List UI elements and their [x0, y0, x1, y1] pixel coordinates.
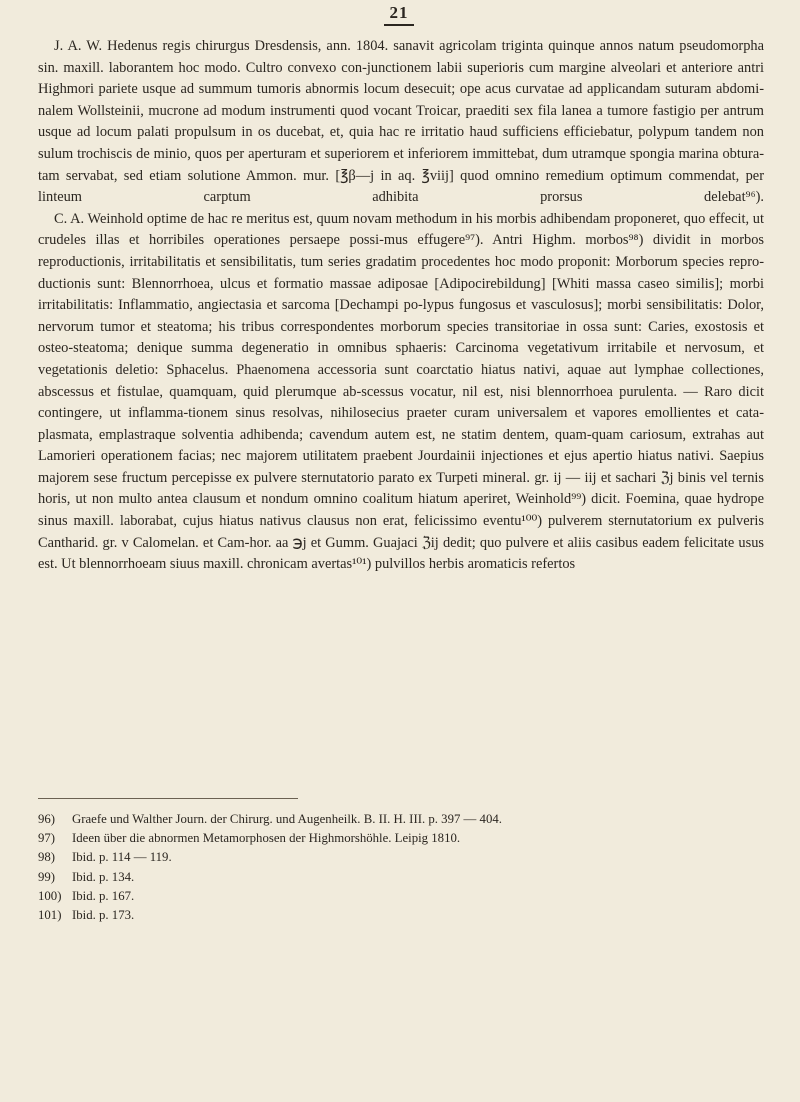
- body-text: [38, 36, 764, 576]
- paragraph-hedenus: J. A. W. Hedenus regis chirurgus Dresdensis, ann. 1804. sanavit agricolam triginta quinque annos natum pseudomorpha sin. maxill. laborantem hoc modo. Cultro convexo con-junctionem labii superioris cum margine alveolari et anteriore antri Highmori pariete usque ad summum tumoris abnormis locum desecuit; ope acus curvatae ad applicandam suturam abdomi-nalem Wollsteinii, mucrone ad modum instrumenti quod vocant Troicar, praediti sex fila lanea a tumore fastigio per antrum usque ad locum palati propulsum in os ducebat, et, quia hac re irritatio haud sufficiens efficiebatur, polypum tandem non sulum trochiscis de minio, quos per aperturam et superiorem et inferiorem immittebat, dum utramque spongia marina obtura-tam servabat, sed etiam solutione Ammon. mur. [℥β—j in aq. ℥viij] quod omnino remedium optimum commendat, per linteum carptum adhibita prorsus delebat⁹⁶).: [38, 38, 764, 206]
- footnote-number: 100): [38, 888, 62, 903]
- footnote-text: Ibid. p. 167.: [72, 888, 135, 903]
- page-number: 21: [384, 2, 414, 26]
- footnote-divider: [38, 798, 298, 799]
- footnote-96: [38, 810, 764, 829]
- footnote-97: [38, 829, 764, 848]
- footnote-text: Ibid. p. 173.: [72, 908, 135, 923]
- footnote-text: Ideen über die abnormen Metamorphosen der Highmorshöhle. Leipig 1810.: [72, 831, 461, 846]
- footnote-99: [38, 868, 764, 887]
- footnote-number: 99): [38, 869, 56, 884]
- footnote-101: [38, 906, 764, 925]
- footnote-text: Graefe und Walther Journ. der Chirurg. und Augenheilk. B. II. H. III. p. 397 — 404.: [72, 812, 502, 826]
- footnote-number: 101): [38, 908, 62, 923]
- paragraph-weinhold: C. A. Weinhold optime de hac re meritus est, quum novam methodum in his morbis adhibendam proponeret, quo effecit, ut crudeles illas et horribiles operationes persaepe possi-mus effugere⁹⁷). Antri Highm. morbos⁹⁸) dividit in morbos reproductionis, irritabilitatis et sensibilitatis, tum series gradatim procedentes hoc modo proponit: Morborum species repro-ductionis sunt: Blennorrhoea, ulcus et formatio massae adiposae [Adipocirebildung] [Whiti massa caseo similis]; morbi irritabilitatis: Inflammatio, angiectasia et sarcoma [Dechampi po-lypus fungosus et vasculosus]; morbi sensibilitatis: Dolor, nervorum tumor et steatoma; his tribus correspondentes morborum species transitoriae in ossa sunt: Caries, exostosis et osteo-steatoma; denique summa degeneratio in omnibus sphaeris: Carcinoma vegetativum irritabile et nervosum, et vegetationis deletio: Sphacelus. Phaenomena accessoria sunt coarctatio hiatus nativi, aquae aut lymphae collectiones, abscessus et fistulae, quamquam, quid plerumque ab-scessus vocatur, nil est, nisi blennorrhoea purulenta. — Raro dicit contingere, ut inflamma-tionem sinus resolvas, nihilosecius praeter curam universalem et vapores emollientes et cata-plasmata, emplastraque solventia adhibenda; cavendum autem est, ne statim dentem, quam-quam cariosum, extrahas aut Lamorieri operationem facias; nec majorem utilitatem praebent Jourdainii injectiones et ejus apertio hiatus nativi. Saepius majorem sese fructum percepisse ex pulvere sternutatorio parato ex Turpeti mineral. gr. ij — iij et sachari ℨj binis vel ternis horis, ut non multo antea clausum et nondum omnino coalitum hiatum aperiret, Weinhold⁹⁹) dicit. Foemina, quae hydrope sinus maxill. laborabat, cujus hiatus nativus clausus non erat, felicissimo eventu¹⁰⁰) pulverem sternutatorium ex pulveris Cantharid. gr. v Calomelan. et Cam-hor. aa ℈j et Gumm. Guajaci ℨij dedit; quo pulvere et aliis casibus eadem felicitate usus est. Ut blennorrhoeam siuus maxill. chronicam avertas¹⁰¹) pulvillos herbis aromaticis refertos: [38, 210, 764, 573]
- footnote-text: Ibid. p. 114 — 119.: [72, 850, 172, 865]
- footnote-number: 96): [38, 812, 56, 826]
- footnotes: [38, 810, 764, 925]
- footnote-98: [38, 848, 764, 867]
- footnote-number: 98): [38, 850, 56, 865]
- footnote-text: Ibid. p. 134.: [72, 869, 135, 884]
- footnote-100: [38, 887, 764, 906]
- footnote-number: 97): [38, 831, 56, 846]
